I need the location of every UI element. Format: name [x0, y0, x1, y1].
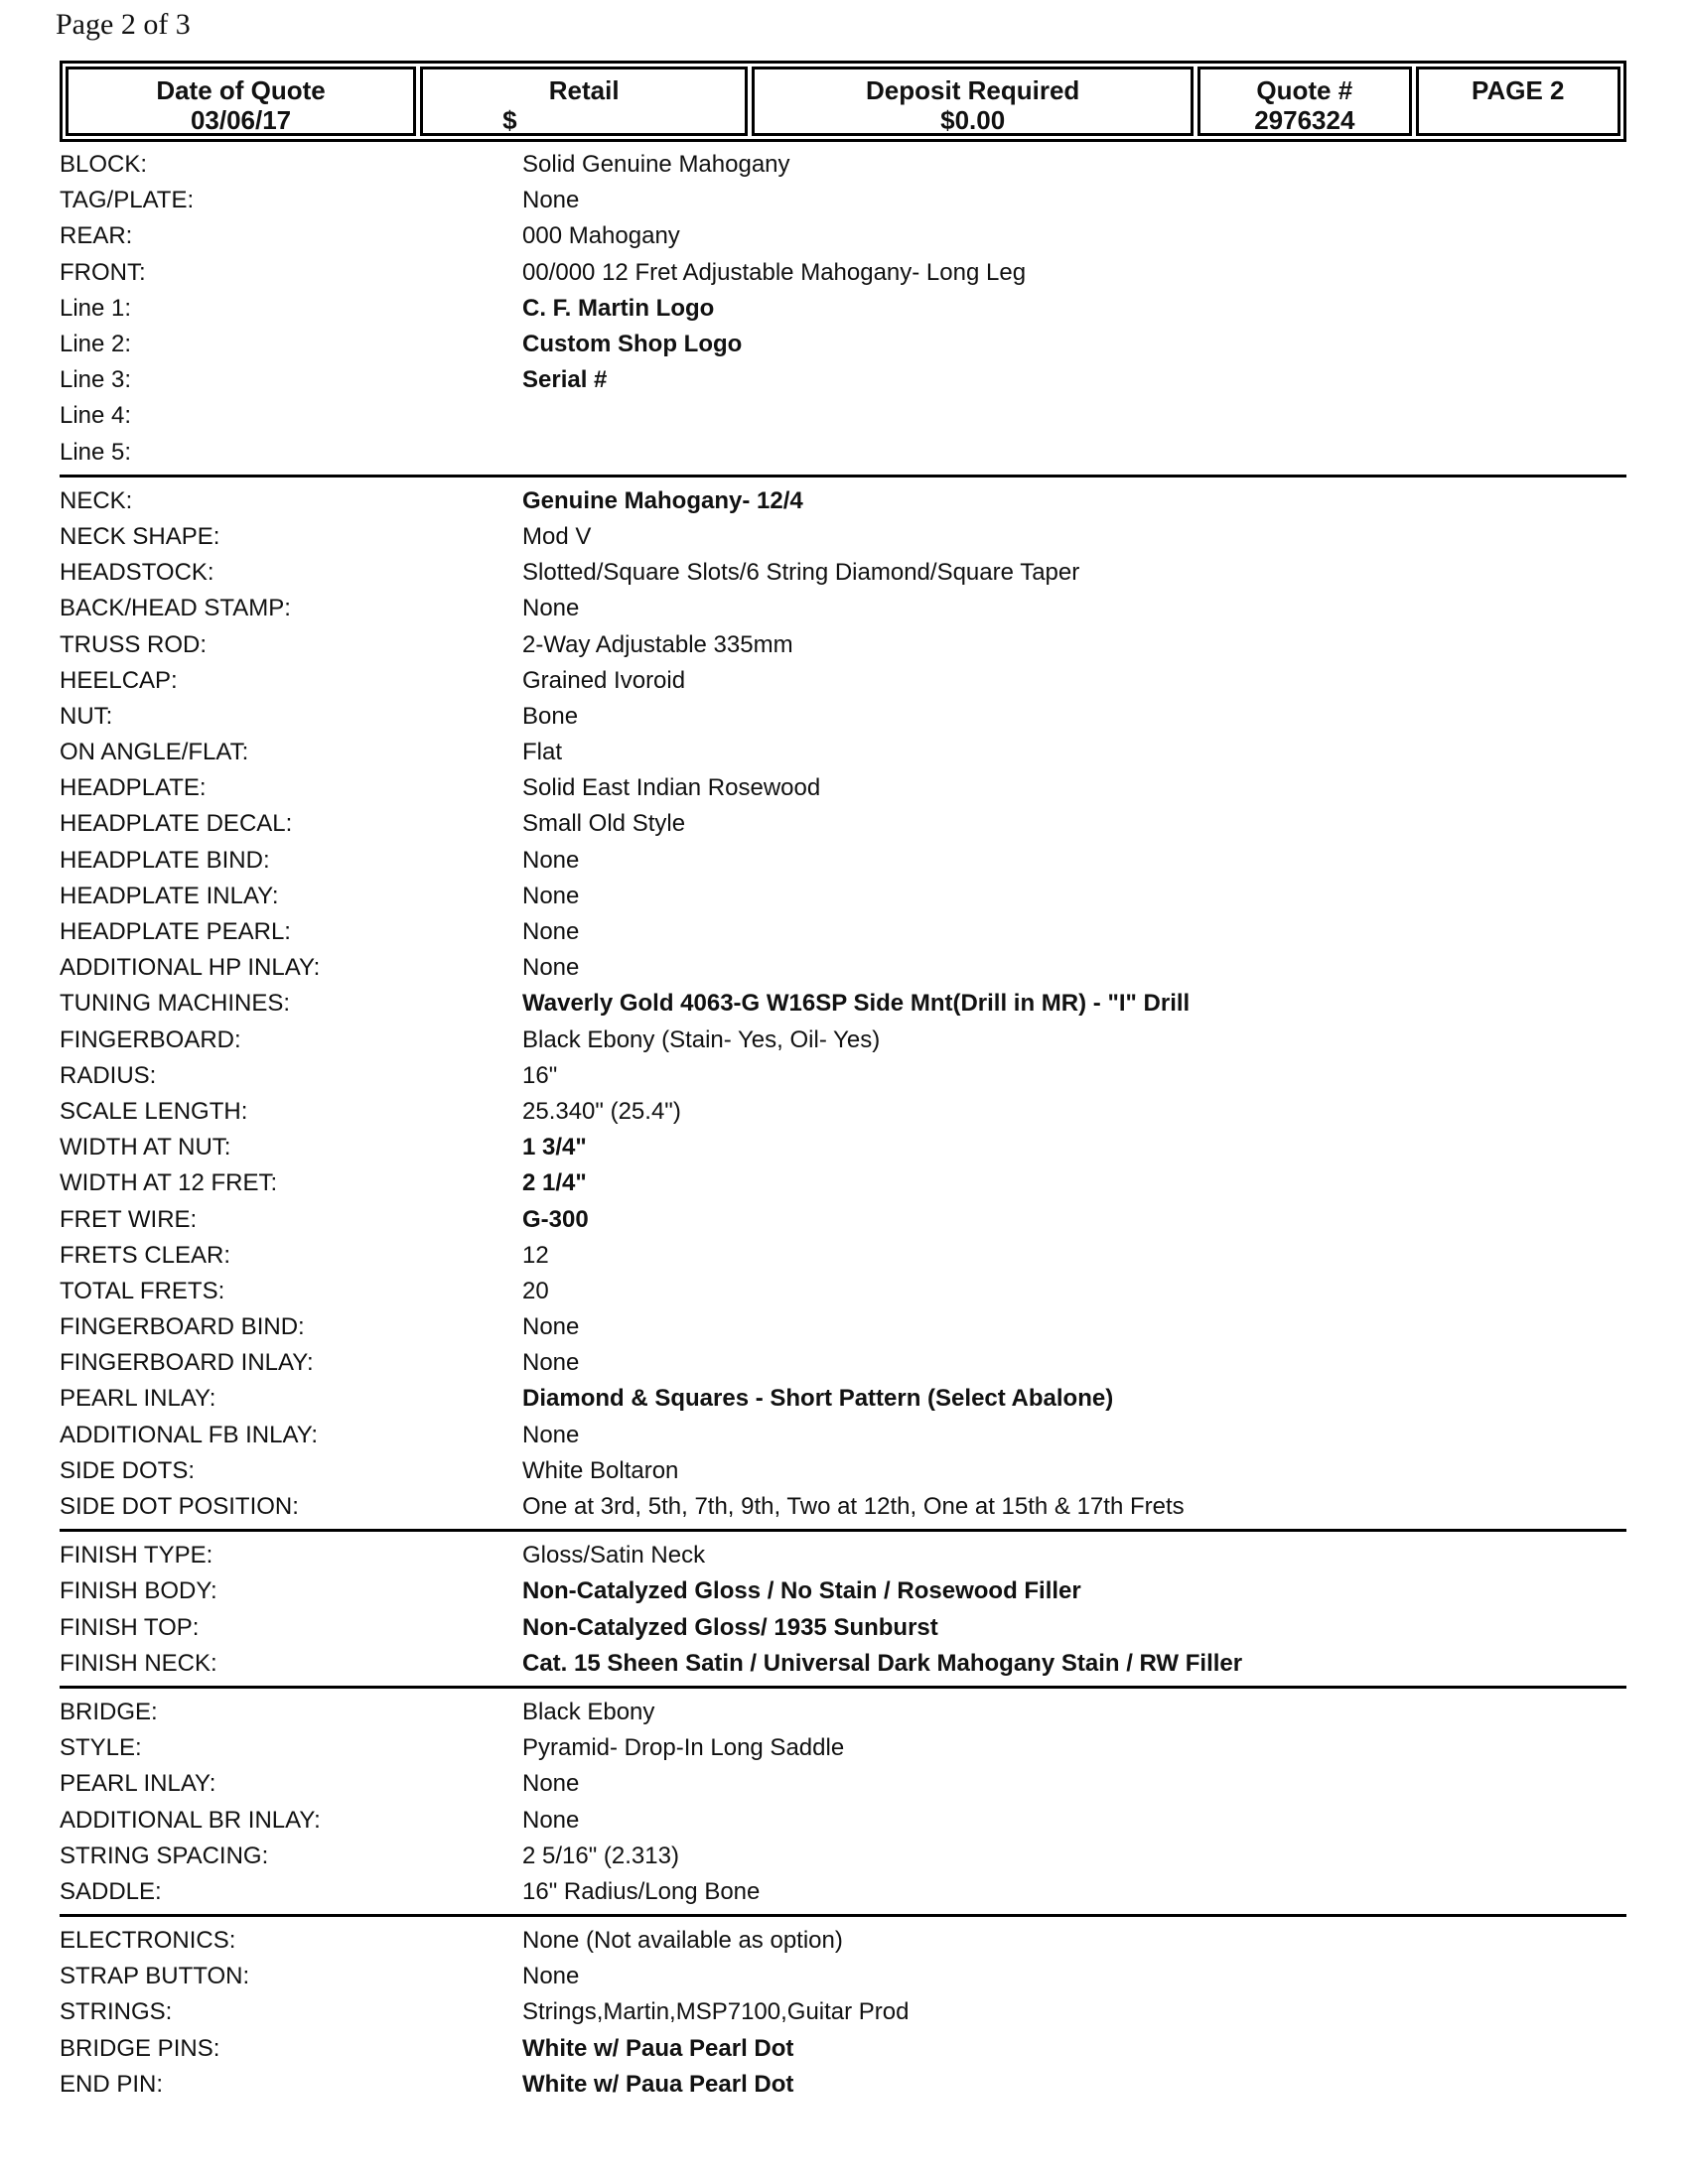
- spec-label: SIDE DOTS:: [60, 1456, 196, 1484]
- spec-row: [60, 362, 1626, 398]
- spec-value: Flat: [522, 739, 563, 766]
- spec-label: TUNING MACHINES:: [60, 990, 291, 1018]
- spec-label: FINGERBOARD INLAY:: [60, 1349, 314, 1377]
- spec-label: SCALE LENGTH:: [60, 1097, 248, 1125]
- spec-row: [60, 1023, 1626, 1058]
- spec-row: [60, 147, 1626, 183]
- spec-row: [60, 699, 1626, 735]
- spec-label: ADDITIONAL BR INLAY:: [60, 1806, 321, 1834]
- spec-row: [60, 1538, 1626, 1573]
- spec-value: None: [522, 846, 580, 874]
- spec-row: [60, 1874, 1626, 1910]
- spec-label: WIDTH AT NUT:: [60, 1134, 231, 1161]
- spec-row: [60, 1345, 1626, 1381]
- spec-label: STRAP BUTTON:: [60, 1963, 250, 1990]
- spec-row: [60, 2031, 1626, 2067]
- spec-row: [60, 519, 1626, 555]
- spec-value: White Boltaron: [522, 1456, 679, 1484]
- spec-row: [60, 435, 1626, 471]
- spec-value: None: [522, 882, 580, 909]
- spec-value: Waverly Gold 4063-G W16SP Side Mnt(Drill in MR) - "I" Drill: [522, 990, 1191, 1018]
- spec-label: HEADPLATE PEARL:: [60, 918, 291, 946]
- spec-section: [60, 147, 1626, 478]
- spec-label: Line 3:: [60, 366, 132, 394]
- spec-row: [60, 1839, 1626, 1874]
- spec-list: [60, 147, 1626, 2113]
- spec-label: TRUSS ROD:: [60, 630, 208, 658]
- spec-label: TOTAL FRETS:: [60, 1277, 225, 1304]
- spec-label: END PIN:: [60, 2070, 164, 2098]
- spec-label: NECK:: [60, 486, 133, 514]
- spec-value: 25.340" (25.4"): [522, 1097, 681, 1125]
- spec-row: [60, 1418, 1626, 1453]
- spec-label: HEADSTOCK:: [60, 559, 214, 587]
- spec-row: [60, 663, 1626, 699]
- spec-row: [60, 1695, 1626, 1730]
- spec-row: [60, 1766, 1626, 1802]
- deposit-required-cell: [752, 67, 1194, 136]
- spec-value: None (Not available as option): [522, 1927, 843, 1955]
- spec-row: [60, 1274, 1626, 1309]
- spec-label: BACK/HEAD STAMP:: [60, 595, 291, 622]
- spec-value: Gloss/Satin Neck: [522, 1542, 706, 1570]
- spec-row: [60, 1730, 1626, 1766]
- spec-row: [60, 806, 1626, 842]
- page-title: PAGE 2: [1472, 75, 1565, 105]
- spec-row: [60, 1094, 1626, 1130]
- spec-section: [60, 1695, 1626, 1917]
- spec-value: Small Old Style: [522, 810, 686, 838]
- spec-row: [60, 770, 1626, 806]
- spec-section: [60, 1923, 1626, 2107]
- spec-value: 1 3/4": [522, 1134, 587, 1161]
- spec-row: [60, 879, 1626, 914]
- spec-label: BRIDGE PINS:: [60, 2034, 220, 2062]
- spec-value: None: [522, 1349, 580, 1377]
- spec-row: [60, 1802, 1626, 1838]
- spec-value: None: [522, 1421, 580, 1448]
- spec-label: ON ANGLE/FLAT:: [60, 739, 249, 766]
- spec-label: Line 2:: [60, 331, 132, 358]
- spec-value: White w/ Paua Pearl Dot: [522, 2034, 794, 2062]
- spec-label: Line 4:: [60, 402, 132, 430]
- spec-label: FINISH TYPE:: [60, 1542, 213, 1570]
- spec-label: NUT:: [60, 702, 113, 730]
- spec-label: SADDLE:: [60, 1877, 162, 1905]
- spec-label: WIDTH AT 12 FRET:: [60, 1169, 278, 1197]
- spec-value: None: [522, 1770, 580, 1798]
- spec-row: [60, 1201, 1626, 1237]
- spec-value: None: [522, 187, 580, 214]
- spec-value: Non-Catalyzed Gloss/ 1935 Sunburst: [522, 1613, 938, 1641]
- date-of-quote-title: Date of Quote: [156, 75, 326, 105]
- spec-row: [60, 398, 1626, 434]
- spec-value: Genuine Mahogany- 12/4: [522, 486, 803, 514]
- spec-row: [60, 483, 1626, 519]
- spec-value: None: [522, 1963, 580, 1990]
- retail-title: Retail: [548, 75, 620, 105]
- spec-label: Line 5:: [60, 438, 132, 466]
- spec-value: Pyramid- Drop-In Long Saddle: [522, 1734, 845, 1762]
- spec-label: FINISH NECK:: [60, 1649, 217, 1677]
- spec-row: [60, 1165, 1626, 1201]
- spec-label: FINISH BODY:: [60, 1577, 217, 1605]
- spec-row: [60, 1994, 1626, 2030]
- spec-row: [60, 1610, 1626, 1646]
- spec-row: [60, 291, 1626, 327]
- spec-row: [60, 2067, 1626, 2103]
- spec-value: 2 5/16" (2.313): [522, 1842, 679, 1869]
- spec-label: TAG/PLATE:: [60, 187, 195, 214]
- spec-value: One at 3rd, 5th, 7th, 9th, Two at 12th, One at 15th & 17th Frets: [522, 1493, 1185, 1521]
- spec-value: 12: [522, 1241, 549, 1269]
- spec-value: Custom Shop Logo: [522, 331, 743, 358]
- spec-row: [60, 1309, 1626, 1345]
- spec-label: HEADPLATE BIND:: [60, 846, 270, 874]
- spec-label: BRIDGE:: [60, 1698, 158, 1725]
- spec-label: ELECTRONICS:: [60, 1927, 236, 1955]
- spec-label: NECK SHAPE:: [60, 522, 220, 550]
- spec-row: [60, 1959, 1626, 1994]
- spec-row: [60, 1646, 1626, 1682]
- spec-value: Diamond & Squares - Short Pattern (Select Abalone): [522, 1385, 1114, 1413]
- spec-value: White w/ Paua Pearl Dot: [522, 2070, 794, 2098]
- spec-label: STRING SPACING:: [60, 1842, 269, 1869]
- spec-label: PEARL INLAY:: [60, 1770, 216, 1798]
- spec-value: 2-Way Adjustable 335mm: [522, 630, 793, 658]
- spec-value: Serial #: [522, 366, 608, 394]
- spec-value: Grained Ivoroid: [522, 666, 686, 694]
- spec-value: G-300: [522, 1205, 589, 1233]
- spec-value: Bone: [522, 702, 579, 730]
- spec-label: FINGERBOARD BIND:: [60, 1313, 305, 1341]
- date-of-quote-cell: [66, 67, 416, 136]
- spec-value: Black Ebony: [522, 1698, 655, 1725]
- spec-label: SIDE DOT POSITION:: [60, 1493, 299, 1521]
- retail-cell: [420, 67, 748, 136]
- spec-label: STYLE:: [60, 1734, 142, 1762]
- spec-value: Solid Genuine Mahogany: [522, 151, 790, 179]
- spec-label: ADDITIONAL FB INLAY:: [60, 1421, 319, 1448]
- spec-label: FINGERBOARD:: [60, 1025, 241, 1053]
- spec-label: REAR:: [60, 222, 133, 250]
- spec-value: Mod V: [522, 522, 592, 550]
- spec-value: 00/000 12 Fret Adjustable Mahogany- Long Leg: [522, 258, 1027, 286]
- spec-value: 2 1/4": [522, 1169, 587, 1197]
- spec-label: HEADPLATE DECAL:: [60, 810, 293, 838]
- spec-label: FRONT:: [60, 258, 146, 286]
- spec-value: None: [522, 954, 580, 982]
- retail-value: $: [502, 105, 517, 135]
- spec-label: HEADPLATE INLAY:: [60, 882, 279, 909]
- spec-row: [60, 218, 1626, 254]
- spec-row: [60, 327, 1626, 362]
- spec-row: [60, 843, 1626, 879]
- spec-row: [60, 735, 1626, 770]
- spec-label: FRETS CLEAR:: [60, 1241, 231, 1269]
- spec-value: Slotted/Square Slots/6 String Diamond/Square Taper: [522, 559, 1080, 587]
- spec-label: STRINGS:: [60, 1998, 173, 2026]
- spec-value: Strings,Martin,MSP7100,Guitar Prod: [522, 1998, 910, 2026]
- spec-row: [60, 1489, 1626, 1525]
- page-number-label: Page 2 of 3: [56, 8, 191, 41]
- quote-number-value: 2976324: [1254, 105, 1355, 135]
- page-cell: [1416, 67, 1620, 136]
- spec-value: None: [522, 595, 580, 622]
- spec-row: [60, 255, 1626, 291]
- spec-value: Non-Catalyzed Gloss / No Stain / Rosewood Filler: [522, 1577, 1081, 1605]
- spec-row: [60, 626, 1626, 662]
- spec-value: 16" Radius/Long Bone: [522, 1877, 761, 1905]
- spec-value: Solid East Indian Rosewood: [522, 774, 821, 802]
- spec-value: None: [522, 1806, 580, 1834]
- spec-row: [60, 1238, 1626, 1274]
- spec-section: [60, 483, 1626, 1532]
- spec-section: [60, 1538, 1626, 1689]
- quote-number-title: Quote #: [1256, 75, 1353, 105]
- spec-value: 000 Mahogany: [522, 222, 680, 250]
- spec-label: RADIUS:: [60, 1061, 157, 1089]
- spec-row: [60, 1058, 1626, 1094]
- date-of-quote-value: 03/06/17: [190, 105, 292, 135]
- spec-value: Cat. 15 Sheen Satin / Universal Dark Mahogany Stain / RW Filler: [522, 1649, 1243, 1677]
- spec-row: [60, 555, 1626, 591]
- spec-row: [60, 1130, 1626, 1165]
- deposit-required-value: $0.00: [940, 105, 1006, 135]
- spec-row: [60, 1923, 1626, 1959]
- deposit-required-title: Deposit Required: [866, 75, 1080, 105]
- spec-row: [60, 986, 1626, 1022]
- spec-row: [60, 1381, 1626, 1417]
- quote-number-cell: [1197, 67, 1411, 136]
- spec-value: None: [522, 918, 580, 946]
- spec-value: C. F. Martin Logo: [522, 294, 715, 322]
- spec-label: HEELCAP:: [60, 666, 178, 694]
- spec-value: 16": [522, 1061, 558, 1089]
- spec-label: HEADPLATE:: [60, 774, 207, 802]
- spec-label: FINISH TOP:: [60, 1613, 200, 1641]
- spec-label: FRET WIRE:: [60, 1205, 198, 1233]
- spec-label: Line 1:: [60, 294, 132, 322]
- spec-row: [60, 914, 1626, 950]
- spec-label: ADDITIONAL HP INLAY:: [60, 954, 321, 982]
- spec-row: [60, 1453, 1626, 1489]
- spec-value: 20: [522, 1277, 549, 1304]
- spec-row: [60, 950, 1626, 986]
- spec-row: [60, 183, 1626, 218]
- spec-label: BLOCK:: [60, 151, 148, 179]
- spec-value: Black Ebony (Stain- Yes, Oil- Yes): [522, 1025, 881, 1053]
- spec-row: [60, 591, 1626, 626]
- spec-value: None: [522, 1313, 580, 1341]
- spec-label: PEARL INLAY:: [60, 1385, 216, 1413]
- spec-row: [60, 1573, 1626, 1609]
- quote-header-table: [60, 61, 1626, 142]
